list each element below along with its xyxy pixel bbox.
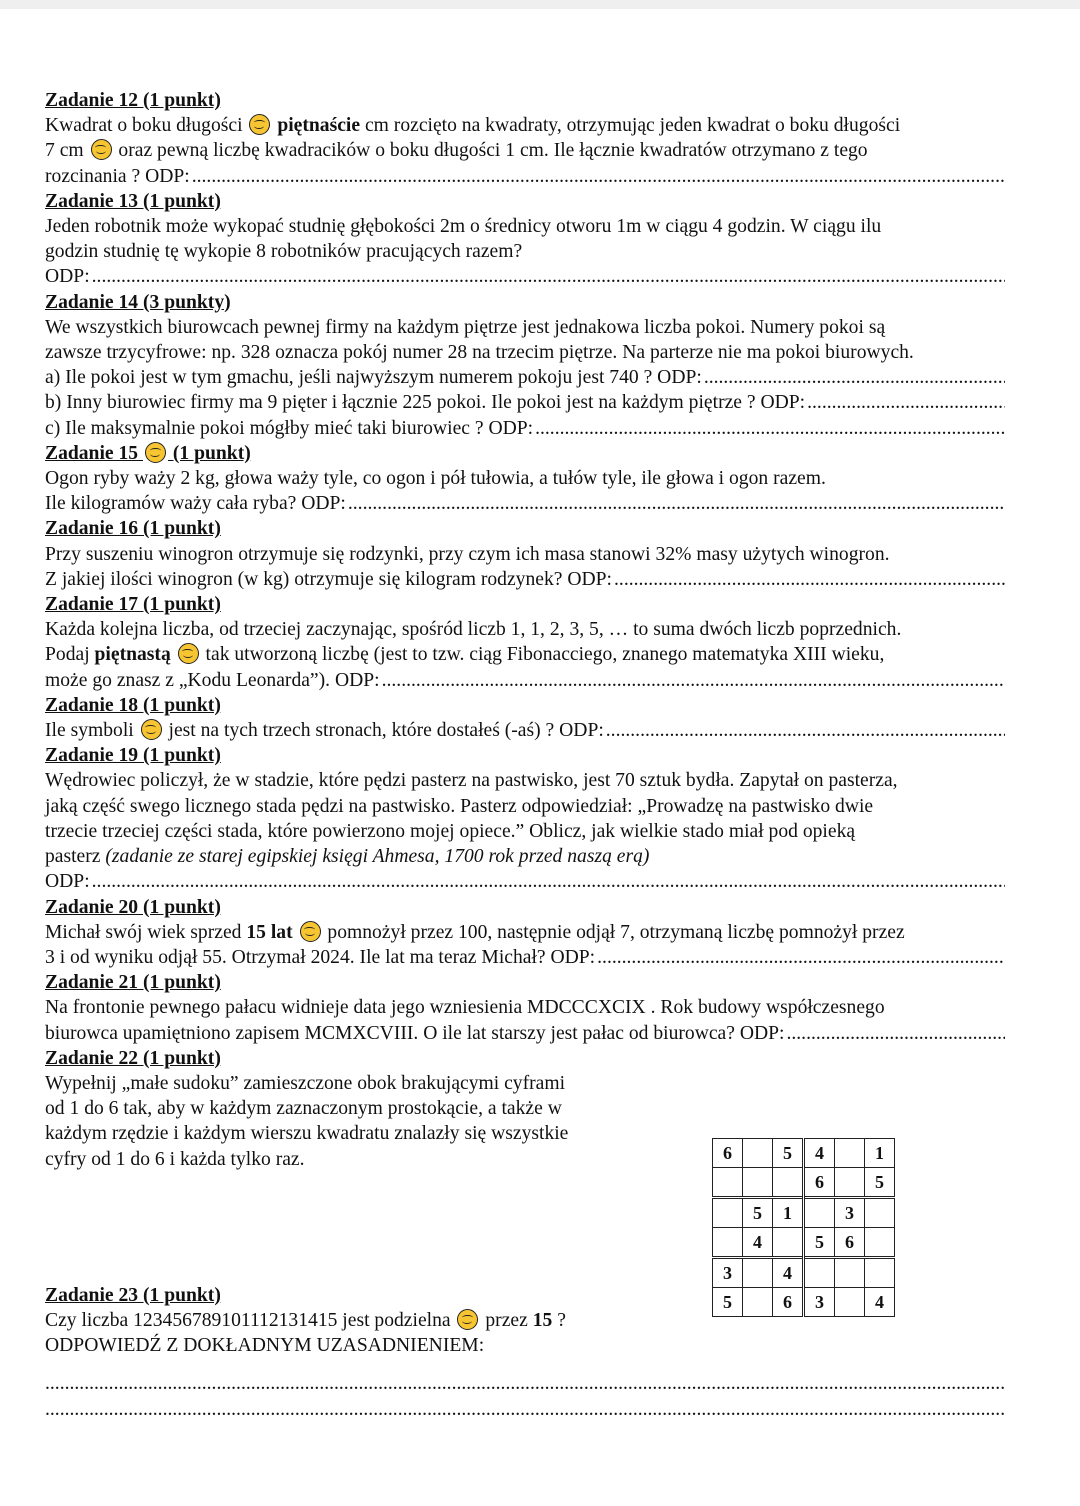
task-15-answer-line[interactable]: Ile kilogramów waży cała ryba? ODP: ..... bbox=[45, 491, 1005, 516]
sudoku-cell[interactable]: 6 bbox=[835, 1228, 865, 1258]
task-17-text: Każda kolejna liczba, od trzeciej zaczynając, spośród liczb 1, 1, 2, 3, 5, … to suma dwóch liczb poprzednich. bbox=[45, 619, 902, 641]
sudoku-cell[interactable]: 5 bbox=[773, 1139, 804, 1168]
task-19-answer-line[interactable]: ODP: ..... bbox=[45, 869, 1005, 894]
task-21-heading: Zadanie 21 (1 punkt) bbox=[45, 972, 221, 994]
smiley-icon bbox=[457, 1309, 478, 1330]
task-21-text: Na frontonie pewnego pałacu widnieje data jego wzniesienia MDCCCXCIX . Rok budowy współczesnego bbox=[45, 997, 885, 1019]
task-13-text-2: godzin studnię tę wykopie 8 robotników pracujących razem? bbox=[45, 241, 523, 263]
task-18-answer-line[interactable]: Ile symboli jest na tych trzech stronach, które dostałeś (-aś) ? ODP: ..... bbox=[45, 718, 1005, 743]
smiley-icon bbox=[249, 114, 270, 135]
task-21-answer-line[interactable]: biurowca upamiętniono zapisem MCMXCVIII. O ile lat starszy jest pałac od biurowca? ODP: ..... bbox=[45, 1021, 1005, 1046]
sudoku-cell[interactable] bbox=[804, 1198, 835, 1228]
task-22-heading: Zadanie 22 (1 punkt) bbox=[45, 1047, 221, 1069]
sudoku-cell[interactable]: 4 bbox=[743, 1228, 773, 1258]
task-23-heading: Zadanie 23 (1 punkt) bbox=[45, 1284, 221, 1306]
sudoku-cell[interactable] bbox=[865, 1228, 895, 1258]
task-14-text: We wszystkich biurowcach pewnej firmy na każdym piętrze jest jednakowa liczba pokoi. Numery pokoi są bbox=[45, 316, 886, 338]
task-16-answer-line[interactable]: Z jakiej ilości winogron (w kg) otrzymuje się kilogram rodzynek? ODP: ..... bbox=[45, 567, 1005, 592]
task-14c-answer-line[interactable]: c) Ile maksymalnie pokoi mógłby mieć taki biurowiec ? ODP: ..... bbox=[45, 416, 1005, 441]
sudoku-cell[interactable] bbox=[835, 1288, 865, 1317]
task-23-text-2: ODPOWIEDŹ Z DOKŁADNYM UZASADNIENIEM: bbox=[45, 1335, 485, 1357]
sudoku-cell[interactable]: 1 bbox=[865, 1139, 895, 1168]
task-12-heading: Zadanie 12 (1 punkt) bbox=[45, 90, 221, 111]
sudoku-cell[interactable]: 4 bbox=[773, 1258, 804, 1288]
task-19-text-4: pasterz (zadanie ze starej egipskiej księgi Ahmesa, 1700 rok przed naszą erą) bbox=[45, 846, 650, 868]
task-23-text: Czy liczba 123456789101112131415 jest podzielna przez 15 ? bbox=[45, 1309, 566, 1331]
sudoku-cell[interactable]: 6 bbox=[773, 1288, 804, 1317]
sudoku-cell[interactable]: 5 bbox=[713, 1288, 743, 1317]
smiley-icon bbox=[178, 643, 199, 664]
task-23-answer-line-2[interactable] bbox=[45, 1398, 1005, 1422]
task-22-text: Wypełnij „małe sudoku” zamieszczone obok brakującymi cyframi bbox=[45, 1072, 566, 1094]
sudoku-cell[interactable] bbox=[713, 1228, 743, 1258]
task-14-heading: Zadanie 14 (3 punkty) bbox=[45, 291, 231, 313]
sudoku-cell[interactable] bbox=[835, 1139, 865, 1168]
sudoku-cell[interactable]: 4 bbox=[865, 1288, 895, 1317]
task-13-heading: Zadanie 13 (1 punkt) bbox=[45, 190, 221, 212]
sudoku-row bbox=[713, 1228, 895, 1258]
sudoku-cell[interactable]: 6 bbox=[804, 1168, 835, 1198]
sudoku-cell[interactable] bbox=[713, 1198, 743, 1228]
smiley-icon bbox=[91, 139, 112, 160]
task-22-text-4: cyfry od 1 do 6 i każda tylko raz. bbox=[45, 1148, 305, 1170]
sudoku-cell[interactable]: 4 bbox=[804, 1139, 835, 1168]
sudoku-cell[interactable] bbox=[865, 1198, 895, 1228]
sudoku-grid bbox=[712, 1138, 895, 1317]
sudoku-row bbox=[713, 1168, 895, 1198]
task-13-answer-line[interactable]: ODP: ..... bbox=[45, 264, 1005, 289]
sudoku-cell[interactable] bbox=[865, 1258, 895, 1288]
sudoku-cell[interactable] bbox=[835, 1168, 865, 1198]
task-23-answer-line-1[interactable] bbox=[45, 1372, 1005, 1396]
task-22-text-3: każdym rzędzie i każdym wierszu kwadratu znalazły się wszystkie bbox=[45, 1123, 569, 1145]
sudoku-cell[interactable] bbox=[835, 1258, 865, 1288]
sudoku-cell[interactable] bbox=[743, 1168, 773, 1198]
sudoku-cell[interactable]: 5 bbox=[865, 1168, 895, 1198]
task-14a-answer-line[interactable]: a) Ile pokoi jest w tym gmachu, jeśli najwyższym numerem pokoju jest 740 ? ODP: ..... bbox=[45, 365, 1005, 390]
sudoku-cell[interactable] bbox=[743, 1258, 773, 1288]
task-12-answer-line[interactable]: rozcinania ? ODP: ..... bbox=[45, 164, 1005, 189]
sudoku-cell[interactable]: 1 bbox=[773, 1198, 804, 1228]
sudoku-cell[interactable] bbox=[713, 1168, 743, 1198]
task-12-text: Kwadrat o boku długości piętnaście cm rozcięto na kwadraty, otrzymując jeden kwadrat o boku długości bbox=[45, 115, 901, 137]
task-15-heading: Zadanie 15 (1 punkt) bbox=[45, 442, 251, 464]
sudoku-row bbox=[713, 1258, 895, 1288]
smiley-icon bbox=[141, 719, 162, 740]
sudoku-cell[interactable]: 6 bbox=[713, 1139, 743, 1168]
sudoku-cell[interactable]: 3 bbox=[835, 1198, 865, 1228]
task-14-text-2: zawsze trzycyfrowe: np. 328 oznacza pokój numer 28 na trzecim piętrze. Na parterze nie ma pokoi biurowych. bbox=[45, 342, 914, 364]
sudoku-cell[interactable] bbox=[804, 1258, 835, 1288]
task-18-heading: Zadanie 18 (1 punkt) bbox=[45, 694, 221, 716]
sudoku-cell[interactable] bbox=[773, 1168, 804, 1198]
task-22-text-2: od 1 do 6 tak, aby w każdym zaznaczonym prostokącie, a także w bbox=[45, 1098, 562, 1120]
task-17-text-2: Podaj piętnastą tak utworzoną liczbę (jest to tzw. ciąg Fibonacciego, znanego matematyka XIII wieku, bbox=[45, 644, 885, 666]
sudoku-cell[interactable]: 3 bbox=[713, 1258, 743, 1288]
sudoku-cell[interactable]: 5 bbox=[804, 1228, 835, 1258]
task-19-text-2: jaką część swego licznego stada pędzi na pastwisko. Pasterz odpowiedział: „Prowadzę na pastwisko dwie bbox=[45, 795, 874, 817]
sudoku-row bbox=[713, 1139, 895, 1168]
task-19-text-3: trzecie trzeciej części stada, które powierzono mojej opiece.” Oblicz, jak wielkie stado miał pod opieką bbox=[45, 820, 856, 842]
task-20-text: Michał swój wiek sprzed 15 lat pomnożył przez 100, następnie odjął 7, otrzymaną liczbę pomnożył przez bbox=[45, 921, 905, 943]
sudoku-cell[interactable] bbox=[743, 1139, 773, 1168]
sudoku-row bbox=[713, 1198, 895, 1228]
sudoku-cell[interactable] bbox=[773, 1228, 804, 1258]
task-16-heading: Zadanie 16 (1 punkt) bbox=[45, 518, 221, 540]
task-17-heading: Zadanie 17 (1 punkt) bbox=[45, 594, 221, 616]
task-19-heading: Zadanie 19 (1 punkt) bbox=[45, 745, 221, 767]
smiley-icon bbox=[300, 921, 321, 942]
sudoku-cell[interactable]: 3 bbox=[804, 1288, 835, 1317]
smiley-icon bbox=[145, 442, 166, 463]
task-16-text: Przy suszeniu winogron otrzymuje się rodzynki, przy czym ich masa stanowi 32% masy użytych winogron. bbox=[45, 543, 890, 565]
task-14b-answer-line[interactable]: b) Inny biurowiec firmy ma 9 pięter i łącznie 225 pokoi. Ile pokoi jest na każdym piętrze ? ODP: ..... bbox=[45, 390, 1005, 415]
sudoku-cell[interactable]: 5 bbox=[743, 1198, 773, 1228]
task-12-text-2: 7 cm oraz pewną liczbę kwadracików o boku długości 1 cm. Ile łącznie kwadratów otrzymano z tego bbox=[45, 140, 868, 162]
top-bar bbox=[0, 0, 1080, 9]
task-20-heading: Zadanie 20 (1 punkt) bbox=[45, 896, 221, 918]
task-20-answer-line[interactable]: 3 i od wyniku odjął 55. Otrzymał 2024. Ile lat ma teraz Michał? ODP: ..... bbox=[45, 945, 1005, 970]
sudoku-row bbox=[713, 1288, 895, 1317]
task-19-text: Wędrowiec policzył, że w stadzie, które pędzi pasterz na pastwisko, jest 70 sztuk bydła. Zapytał on pasterza, bbox=[45, 770, 898, 792]
task-15-text: Ogon ryby waży 2 kg, głowa waży tyle, co ogon i pół tułowia, a tułów tyle, ile głowa i ogon razem. bbox=[45, 468, 826, 490]
task-13-text: Jeden robotnik może wykopać studnię głębokości 2m o średnicy otworu 1m w ciągu 4 godzin. W ciągu ilu bbox=[45, 216, 882, 238]
sudoku-cell[interactable] bbox=[743, 1288, 773, 1317]
task-17-answer-line[interactable]: może go znasz z „Kodu Leonarda”). ODP: ..... bbox=[45, 668, 1005, 693]
